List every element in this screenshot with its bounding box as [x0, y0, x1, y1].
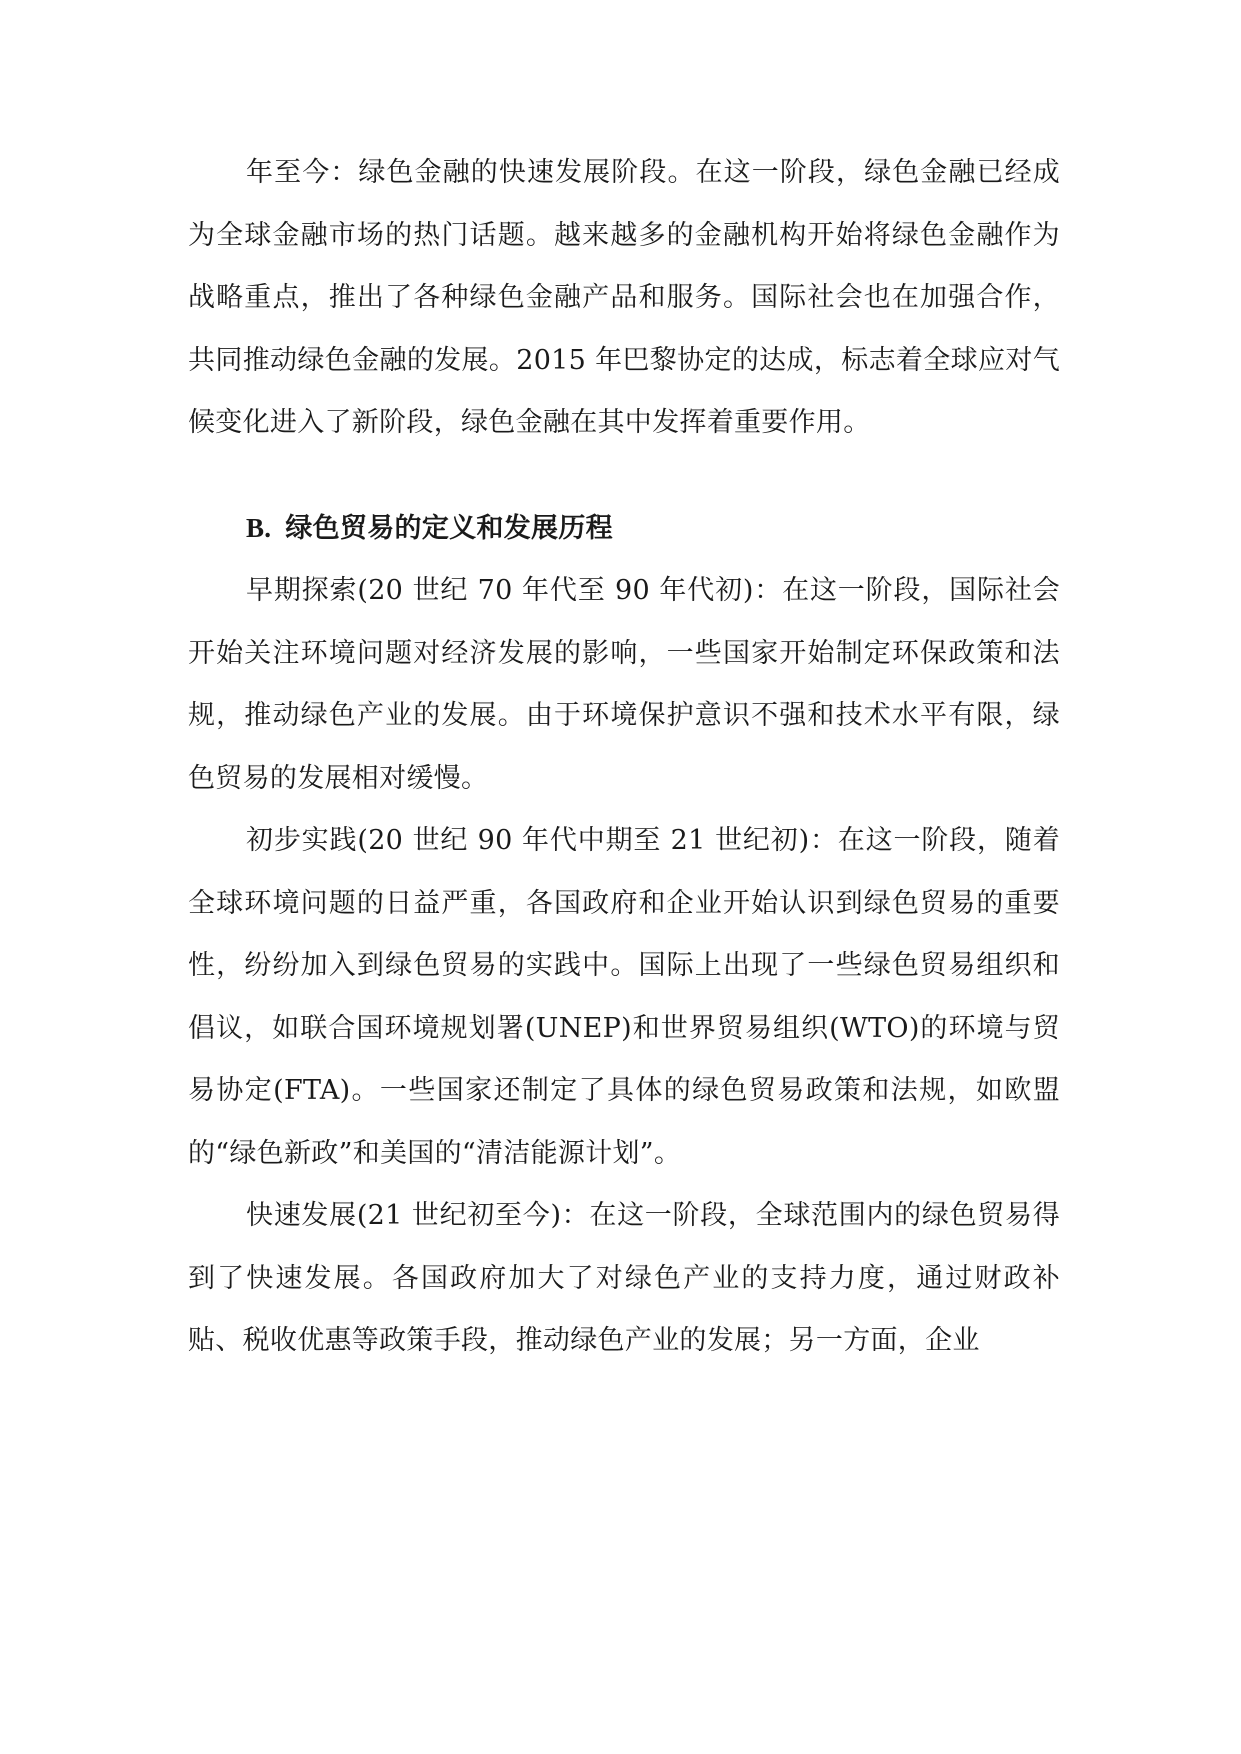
paragraph-green-finance-rapid-stage: 年至今：绿色金融的快速发展阶段。在这一阶段，绿色金融已经成为全球金融市场的热门话题。越来越多的金融机构开始将绿色金融作为战略重点，推出了各种绿色金融产品和服务。国际社会也在加强合作，共同推动绿色金融的发展。2015 年巴黎协定的达成，标志着全球应对气候变化进入了新阶段，绿色金融在其中发挥着重要作用。 — [188, 157, 1060, 438]
paragraph-early-exploration: 早期探索(20 世纪 70 年代至 90 年代初)：在这一阶段，国际社会开始关注环境问题对经济发展的影响，一些国家开始制定环保政策和法规，推动绿色产业的发展。由于环境保护意识不强和技术水平有限，绿色贸易的发展相对缓慢。 — [188, 575, 1060, 794]
section-heading-b — [188, 497, 1060, 561]
section-heading-label: B. — [246, 512, 272, 543]
paragraph-initial-practice: 初步实践(20 世纪 90 年代中期至 21 世纪初)：在这一阶段，随着全球环境问题的日益严重，各国政府和企业开始认识到绿色贸易的重要性，纷纷加入到绿色贸易的实践中。国际上出现了一些绿色贸易组织和倡议，如联合国环境规划署(UNEP)和世界贸易组织(WTO)的环境与贸易协定(FTA)。一些国家还制定了具体的绿色贸易政策和法规，如欧盟的“绿色新政”和美国的“清洁能源计划”。 — [188, 825, 1060, 1169]
document-body — [188, 142, 1060, 1373]
paragraph-rapid-development: 快速发展(21 世纪初至今)：在这一阶段，全球范围内的绿色贸易得到了快速发展。各国政府加大了对绿色产业的支持力度，通过财政补贴、税收优惠等政策手段，推动绿色产业的发展；另一方面，企业 — [188, 1200, 1060, 1356]
section-heading-title: 绿色贸易的定义和发展历程 — [285, 512, 613, 544]
